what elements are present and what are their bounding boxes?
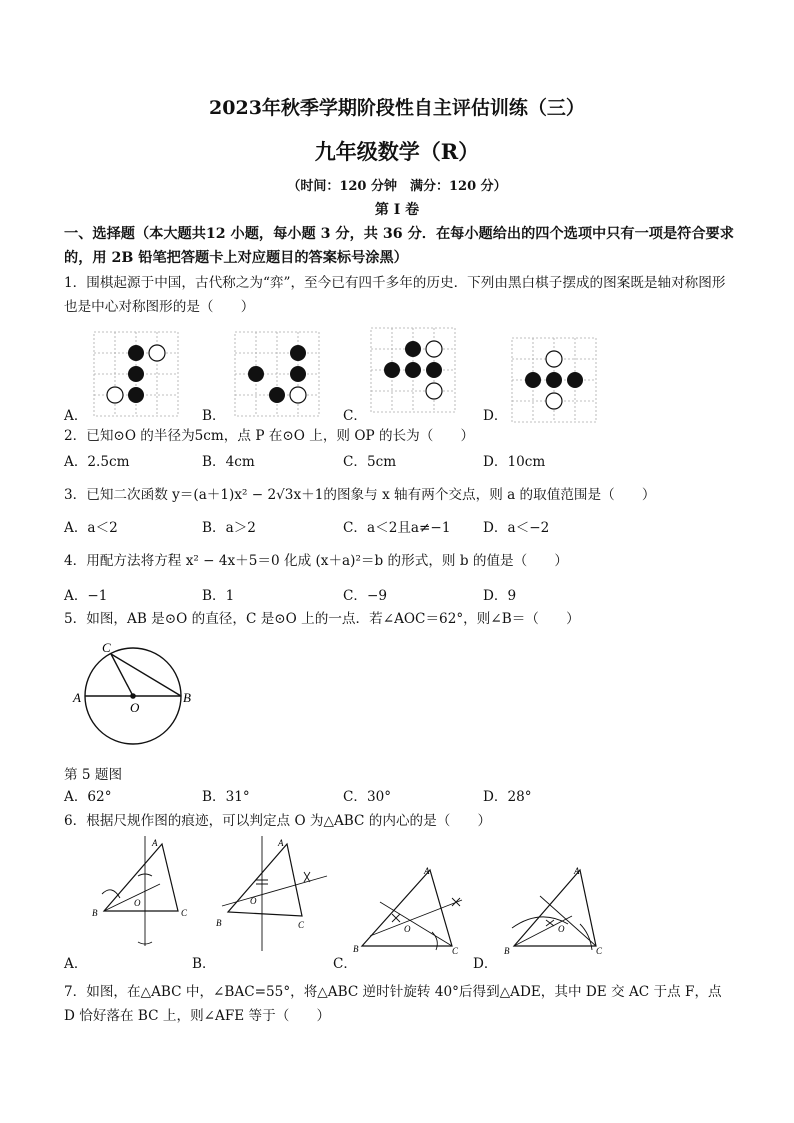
q2-option-c[interactable]: C．5cm — [343, 454, 397, 470]
q1-option-c[interactable]: C． — [343, 408, 367, 424]
question-7-text: 7．如图，在△ABC 中，∠BAC=55°，将△ABC 逆时针旋转 40°后得到△ADE，其中 DE 交 AC 于点 F，点 D 恰好落在 BC 上，则∠AFE 等于（ ） — [64, 984, 722, 1024]
q6a-label-b: B — [92, 908, 98, 918]
exam-title: 2023年秋季学期阶段性自主评估训练（三） — [209, 97, 585, 119]
q6-figure-d — [500, 864, 610, 956]
q1-figure-a — [92, 330, 182, 418]
q6-option-c[interactable]: C． — [333, 956, 357, 972]
q6c-label-a: A — [424, 866, 430, 876]
q6d-label-o: O — [558, 924, 565, 934]
q1-option-d[interactable]: D． — [483, 408, 508, 424]
q6d-label-b: B — [504, 946, 510, 956]
q6c-label-o: O — [404, 924, 411, 934]
question-3-text: 3．已知二次函数 y＝(a＋1)x² − 2√3x＋1的图象与 x 轴有两个交点，则 a 的取值范围是（ ） — [64, 487, 656, 503]
q6d-label-c: C — [596, 946, 603, 956]
q5-label-o: O — [130, 700, 140, 715]
q5-option-d[interactable]: D．28° — [483, 789, 532, 805]
q4-option-c[interactable]: C．−9 — [343, 588, 388, 604]
q6a-label-o: O — [134, 898, 141, 908]
q6-option-a[interactable]: A． — [64, 956, 88, 972]
q5-figure-caption: 第 5 题图 — [64, 767, 123, 783]
q2-option-b[interactable]: B．4cm — [202, 454, 255, 470]
q5-label-b: B — [183, 690, 191, 705]
q5-option-c[interactable]: C．30° — [343, 789, 392, 805]
q6b-label-b: B — [216, 918, 222, 928]
q6a-label-c: C — [181, 908, 188, 918]
q6c-label-b: B — [353, 944, 359, 954]
q4-option-b[interactable]: B．1 — [202, 588, 235, 604]
q6b-label-o: O — [250, 896, 257, 906]
q6c-label-c: C — [452, 946, 459, 956]
q3-option-a[interactable]: A．a＜2 — [64, 520, 118, 536]
q5-option-b[interactable]: B．31° — [202, 789, 250, 805]
q3-option-d[interactable]: D．a＜−2 — [483, 520, 550, 536]
q2-option-d[interactable]: D．10cm — [483, 454, 546, 470]
part-label: 第 I 卷 — [374, 202, 420, 218]
q6d-label-a: A — [574, 866, 580, 876]
q6b-label-a: A — [278, 838, 284, 848]
q6-figure-b — [212, 836, 332, 954]
q5-option-a[interactable]: A．62° — [64, 789, 112, 805]
q1-option-a[interactable]: A． — [64, 408, 88, 424]
q3-option-b[interactable]: B．a＞2 — [202, 520, 256, 536]
q6a-label-a: A — [152, 838, 158, 848]
q3-option-c[interactable]: C．a＜2且a≠−1 — [343, 520, 451, 536]
exam-subtitle: 九年级数学（R） — [314, 139, 480, 164]
q2-option-a[interactable]: A．2.5cm — [64, 454, 130, 470]
q5-circle-figure — [70, 642, 200, 757]
question-6-text: 6．根据尺规作图的痕迹，可以判定点 O 为△ABC 的内心的是（ ） — [64, 813, 492, 829]
q1-figure-d — [510, 336, 600, 424]
q1-figure-c — [369, 326, 459, 414]
q4-option-a[interactable]: A．−1 — [64, 588, 108, 604]
q4-option-d[interactable]: D．9 — [483, 588, 517, 604]
q6-figure-a — [90, 836, 200, 954]
q5-label-a: A — [73, 690, 81, 705]
question-1-text: 1．围棋起源于中国，古代称之为“弈”，至今已有四千多年的历史．下列由黑白棋子摆成的图案既是轴对称图形也是中心对称图形的是（ ） — [64, 275, 726, 315]
q1-option-b[interactable]: B． — [202, 408, 226, 424]
q6-figure-c — [352, 862, 472, 957]
question-2-text: 2．已知⊙O 的半径为5cm，点 P 在⊙O 上，则 OP 的长为（ ） — [64, 428, 475, 444]
q5-label-c: C — [102, 640, 111, 655]
q6b-label-c: C — [298, 920, 305, 930]
q6-option-d[interactable]: D． — [473, 956, 498, 972]
question-4-text: 4．用配方法将方程 x² − 4x＋5＝0 化成 (x＋a)²＝b 的形式，则 b 的值是（ ） — [64, 553, 569, 569]
section-instructions: 一、选择题（本大题共12 小题，每小题 3 分，共 36 分．在每小题给出的四个选项中只有一项是符合要求的，用 2B 铅笔把答题卡上对应题目的答案标号涂黑） — [64, 226, 734, 266]
q6-option-b[interactable]: B． — [192, 956, 216, 972]
q1-figure-b — [233, 330, 323, 418]
time-info: （时间：120 分钟 满分：120 分） — [287, 179, 507, 194]
question-5-text: 5．如图，AB 是⊙O 的直径，C 是⊙O 上的一点．若∠AOC＝62°，则∠B＝（ ） — [64, 611, 580, 627]
